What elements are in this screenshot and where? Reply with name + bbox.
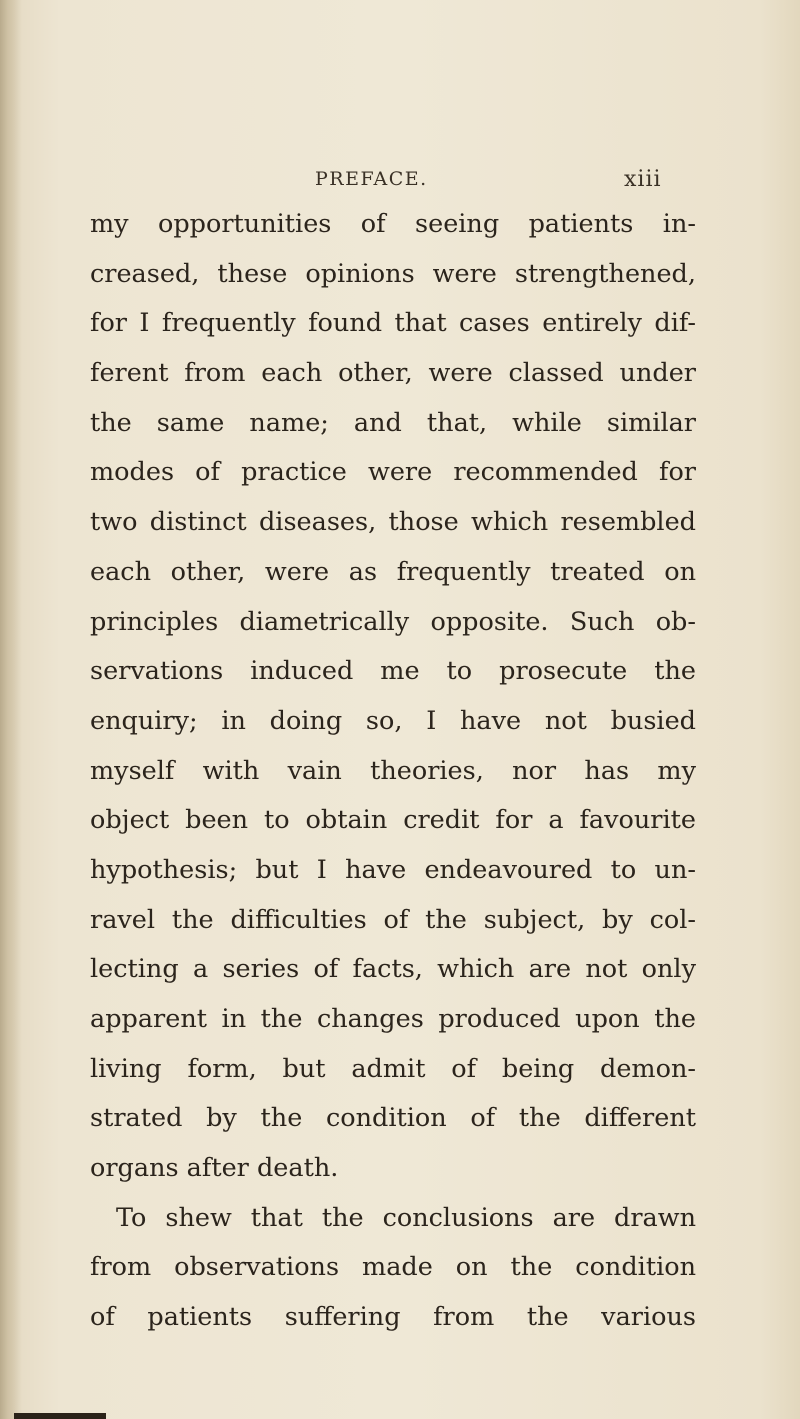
text-line: strated by the condition of the different xyxy=(90,1103,696,1134)
text-line: creased, these opinions were strengthened, xyxy=(90,258,696,289)
text-line: two distinct diseases, those which resembled xyxy=(90,507,696,538)
binding-edge-mark xyxy=(14,1413,106,1419)
page-header xyxy=(0,0,800,200)
text-line: my opportunities of seeing patients in- xyxy=(90,209,696,239)
binding-gutter xyxy=(0,0,22,1419)
paragraph-start-line: To shew that the conclusions are drawn xyxy=(116,1202,696,1233)
text-line: lecting a series of facts, which are not only xyxy=(90,954,696,985)
text-line: for I frequently found that cases entirely dif- xyxy=(90,308,696,339)
text-line: from observations made on the condition xyxy=(90,1252,696,1283)
text-line: hypothesis; but I have endeavoured to un- xyxy=(90,854,696,885)
text-line: the same name; and that, while similar xyxy=(90,407,696,438)
page-number: xiii xyxy=(624,167,662,192)
text-line: object been to obtain credit for a favourite xyxy=(90,805,696,836)
text-line: ferent from each other, were classed under xyxy=(90,358,696,389)
text-line: enquiry; in doing so, I have not busied xyxy=(90,705,696,736)
paragraph-end-line: organs after death. xyxy=(90,1153,339,1184)
text-line: principles diametrically opposite. Such ob- xyxy=(90,606,696,637)
text-line: modes of practice were recommended for xyxy=(90,457,696,488)
text-line: each other, were as frequently treated on xyxy=(90,556,696,587)
text-line: living form, but admit of being demon- xyxy=(90,1053,696,1084)
text-line: servations induced me to prosecute the xyxy=(90,656,696,687)
text-line: apparent in the changes produced upon the xyxy=(90,1004,696,1034)
running-head: PREFACE. xyxy=(315,168,428,190)
text-line: myself with vain theories, nor has my xyxy=(90,755,696,786)
text-line: of patients suffering from the various xyxy=(90,1302,696,1333)
text-line: ravel the difficulties of the subject, by col- xyxy=(90,904,696,935)
body-text xyxy=(90,200,696,1343)
